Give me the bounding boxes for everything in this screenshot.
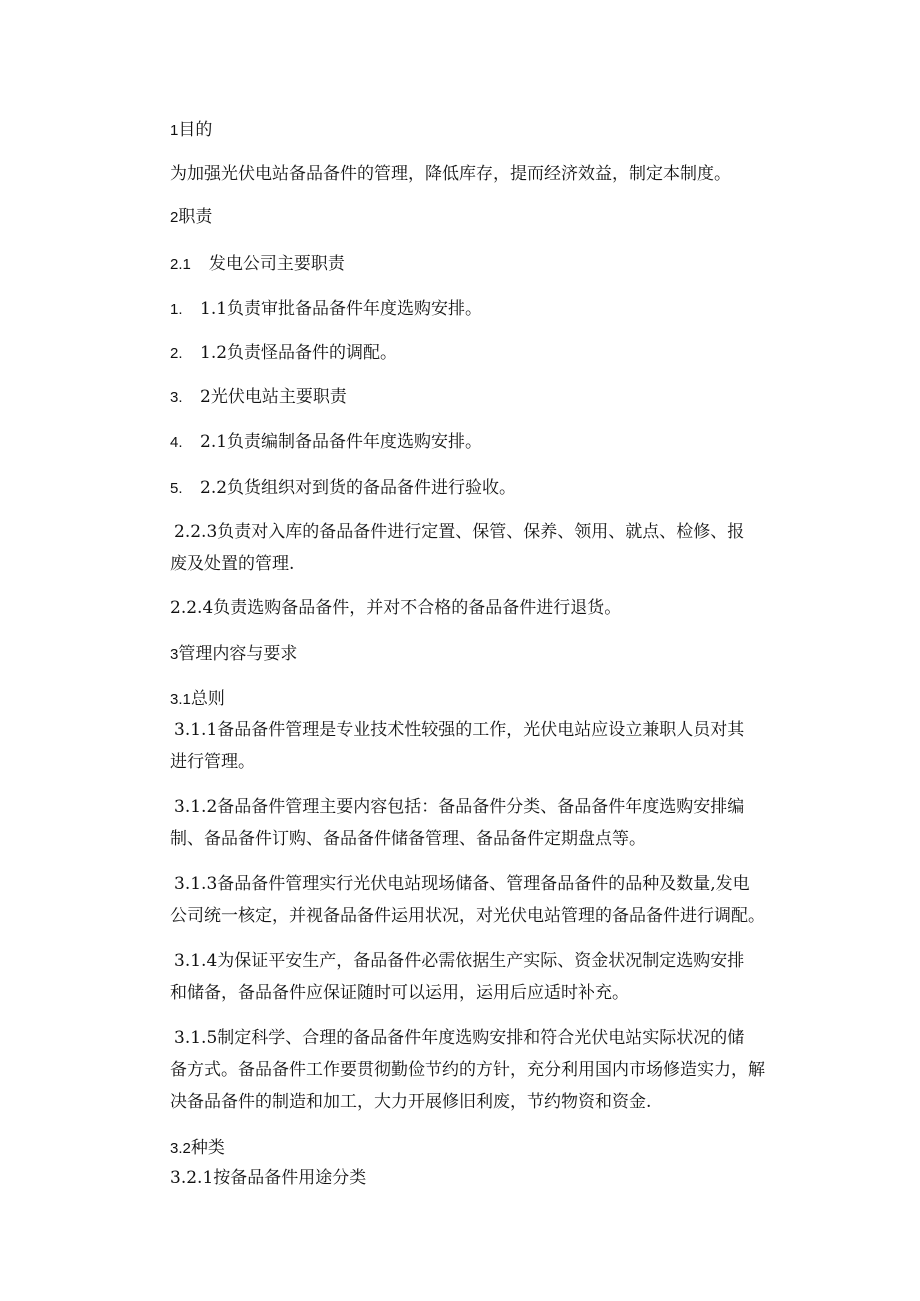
paragraph-3-1-1-line1: 3.1.1备品备件管理是专业技术性较强的工作，光伏电站应设立兼职人员对其: [174, 720, 745, 740]
heading-3-1: [170, 689, 225, 710]
heading-3-title: 管理内容与要求: [178, 644, 298, 664]
paragraph-2-2-3-line2: 废及处置的管理.: [170, 554, 295, 574]
list-text: 2.2负货组织对到货的备品备件进行验收。: [200, 478, 517, 498]
paragraph-3-1-5-line2: 备方式。备品备件工作要贯彻勤俭节约的方针，充分利用国内市场修造实力，解: [170, 1060, 765, 1080]
list-marker: 1.: [170, 301, 183, 318]
list-text: 2光伏电站主要职责: [200, 387, 347, 407]
list-item: [170, 387, 347, 408]
heading-3: [170, 644, 297, 665]
paragraph-3-1-4-line2: 和储备，备品备件应保证随时可以运用，运用后应适时补充。: [170, 983, 629, 1003]
paragraph-2-2-4: 2.2.4负责选购备品备件，并对不合格的备品备件进行退货。: [170, 598, 622, 618]
heading-3-2: [170, 1138, 225, 1159]
paragraph-3-1-2-line1: 3.1.2备品备件管理主要内容包括：备品备件分类、备品备件年度选购安排编: [174, 797, 745, 817]
heading-2-1-title: 发电公司主要职责: [208, 254, 345, 274]
paragraph-purpose: 为加强光伏电站备品备件的管理，降低库存，提而经济效益，制定本制度。: [170, 164, 731, 184]
list-item: [170, 478, 516, 499]
heading-2-1-number: 2.1: [170, 256, 191, 273]
heading-3-2-1: 3.2.1按备品备件用途分类: [170, 1168, 367, 1188]
list-marker: 3.: [170, 389, 183, 406]
paragraph-3-1-1-line2: 进行管理。: [170, 752, 255, 772]
paragraph-3-1-5-line3: 决备品备件的制造和加工，大力开展修旧利废，节约物资和资金.: [170, 1092, 652, 1112]
list-item: [170, 432, 482, 453]
heading-2-1: [170, 254, 345, 275]
paragraph-2-2-3-line1: 2.2.3负责对入库的备品备件进行定置、保管、保养、领用、就点、检修、报: [174, 522, 745, 542]
paragraph-3-1-2-line2: 制、备品备件订购、备品备件储备管理、备品备件定期盘点等。: [170, 829, 646, 849]
paragraph-3-1-4-line1: 3.1.4为保证平安生产，备品备件必需依据生产实际、资金状况制定选购安排: [174, 951, 745, 971]
list-marker: 5.: [170, 480, 183, 497]
heading-3-2-title: 种类: [190, 1138, 225, 1158]
heading-1-number: 1: [170, 122, 179, 139]
heading-2-title: 职责: [178, 207, 213, 227]
heading-2: [170, 207, 212, 228]
list-text: 2.1负责编制备品备件年度选购安排。: [200, 432, 483, 452]
heading-3-1-number: 3.1: [170, 691, 191, 708]
list-item: [170, 343, 397, 364]
list-marker: 4.: [170, 434, 183, 451]
heading-2-number: 2: [170, 209, 179, 226]
heading-3-1-title: 总则: [190, 689, 225, 709]
heading-3-2-number: 3.2: [170, 1140, 191, 1157]
list-item: [170, 299, 482, 320]
paragraph-3-1-3-line1: 3.1.3备品备件管理实行光伏电站现场储备、管理备品备件的品种及数量,发电: [174, 874, 750, 894]
list-marker: 2.: [170, 345, 183, 362]
heading-3-number: 3: [170, 646, 179, 663]
paragraph-3-1-5-line1: 3.1.5制定科学、合理的备品备件年度选购安排和符合光伏电站实际状况的储: [174, 1028, 745, 1048]
list-text: 1.2负责怪品备件的调配。: [200, 343, 398, 363]
list-text: 1.1负责审批备品备件年度选购安排。: [200, 299, 483, 319]
heading-1-title: 目的: [178, 120, 213, 140]
paragraph-3-1-3-line2: 公司统一核定，并视备品备件运用状况，对光伏电站管理的备品备件进行调配。: [170, 906, 765, 926]
heading-1: [170, 120, 212, 141]
